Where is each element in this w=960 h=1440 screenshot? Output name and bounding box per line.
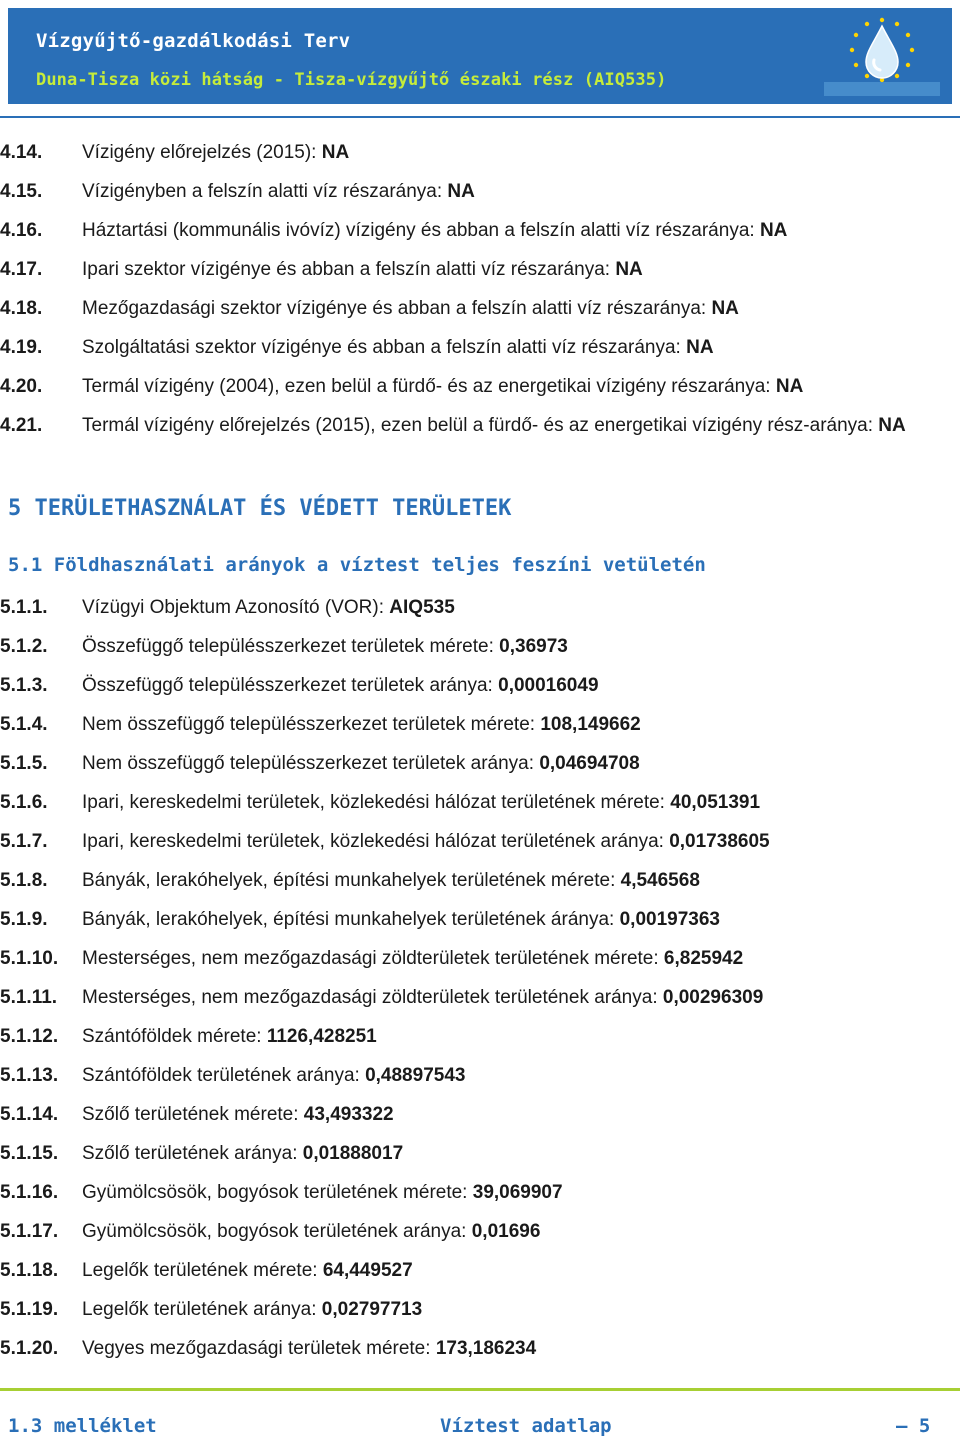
document-subtitle: Duna-Tisza közi hátság - Tisza-vízgyűjtő északi rész (AIQ535) <box>36 70 667 90</box>
document-title: Vízgyűjtő-gazdálkodási Terv <box>36 30 351 52</box>
footer-document-label: Víztest adatlap <box>440 1415 612 1437</box>
page-number: — 5 <box>896 1415 931 1437</box>
eu-water-drop-logo-icon <box>822 12 942 98</box>
section-heading: 5 TERÜLETHASZNÁLAT ÉS VÉDETT TERÜLETEK <box>8 496 512 521</box>
footer-annex-label: 1.3 melléklet <box>8 1415 157 1437</box>
subsection-heading: 5.1 Földhasználati arányok a víztest teljes feszíni vetületén <box>8 554 706 576</box>
footer-divider <box>0 1388 960 1391</box>
header-divider <box>0 116 960 118</box>
header-banner <box>8 8 952 104</box>
